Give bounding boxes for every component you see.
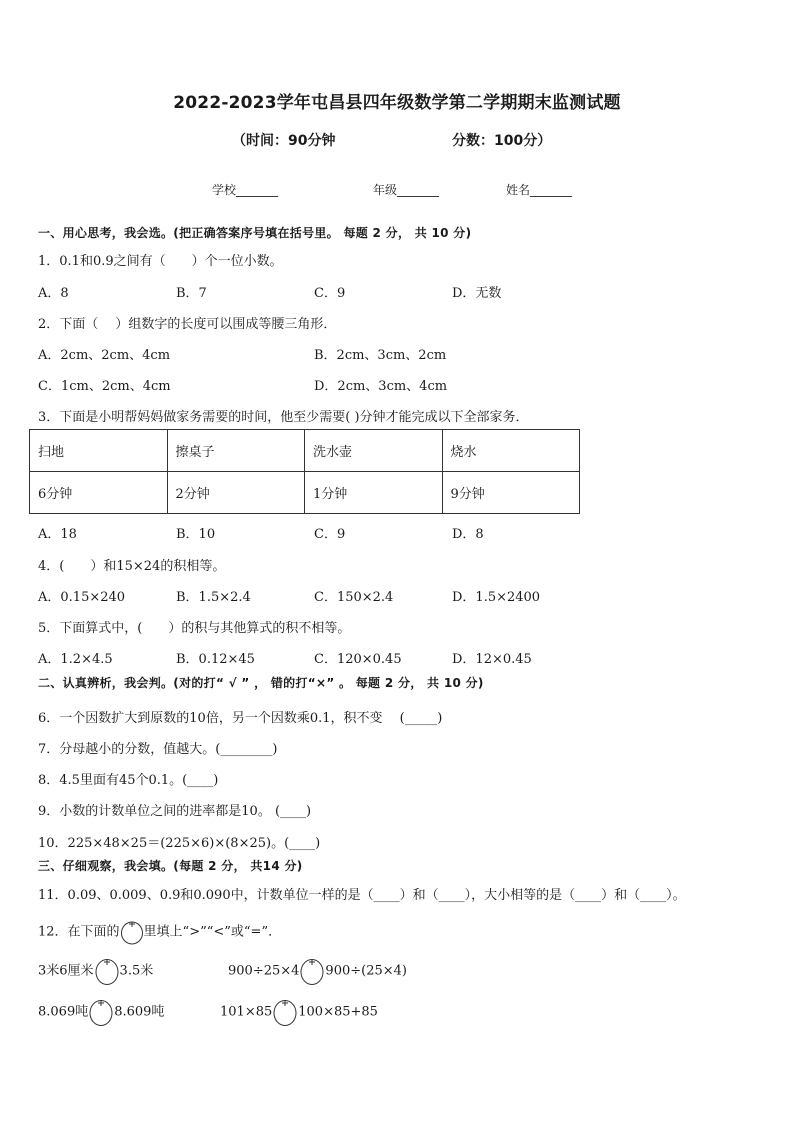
q3-option-b[interactable]: B．10: [176, 527, 216, 542]
question-7[interactable]: 7．分母越小的分数，值越大。(________): [38, 742, 278, 757]
question-12: [38, 919, 281, 945]
q2-option-c[interactable]: C．1cm、2cm、4cm: [38, 379, 171, 394]
q2-option-a[interactable]: A．2cm、2cm、4cm: [38, 348, 171, 363]
answer-circle-icon[interactable]: [88, 997, 114, 1027]
q4-option-a[interactable]: A．0.15×240: [38, 590, 126, 605]
q5-option-d[interactable]: D．12×0.45: [452, 652, 532, 667]
q5-option-c[interactable]: C．120×0.45: [314, 652, 402, 667]
q1-option-a[interactable]: A．8: [38, 286, 69, 301]
q1-option-d[interactable]: D．无数: [452, 286, 502, 301]
table-row: [30, 472, 580, 514]
answer-circle-icon[interactable]: [94, 956, 120, 986]
compare-row-1-left: [38, 956, 153, 986]
table-header-cell: 扫地: [30, 430, 168, 472]
compare-expression: 100×85+85: [298, 1004, 378, 1020]
table-header-cell: 烧水: [442, 430, 580, 472]
q2-option-d[interactable]: D．2cm、3cm、4cm: [314, 379, 448, 394]
q5-option-b[interactable]: B．0.12×45: [176, 652, 255, 667]
exam-score: 分数：100分）: [452, 133, 552, 149]
question-2: 2．下面（ ）组数字的长度可以围成等腰三角形．: [38, 317, 337, 332]
compare-row-1-right: [228, 956, 407, 986]
compare-row-2-left: [38, 997, 164, 1027]
page-title: 2022-2023学年屯昌县四年级数学第二学期期末监测试题: [173, 93, 621, 113]
q4-option-c[interactable]: C．150×2.4: [314, 590, 394, 605]
name-field[interactable]: 姓名_______: [506, 183, 573, 197]
question-9[interactable]: 9．小数的计数单位之间的进率都是10。 (____): [38, 804, 312, 819]
table-cell: 9分钟: [442, 472, 580, 514]
section-2-heading: 二、认真辨析，我会判。(对的打“ √ ” ， 错的打“×” 。 每题 2 分， 共 10 分): [38, 676, 484, 690]
question-4: 4．( ）和15×24的积相等。: [38, 559, 226, 574]
table-cell: 2分钟: [167, 472, 305, 514]
q3-option-d[interactable]: D．8: [452, 527, 484, 542]
section-3-heading: 三、仔细观察，我会填。(每题 2 分， 共14 分): [38, 859, 303, 873]
compare-expression: 900÷25×4: [228, 963, 300, 979]
school-field[interactable]: 学校_______: [212, 183, 279, 197]
q4-option-b[interactable]: B．1.5×2.4: [176, 590, 251, 605]
q2-option-b[interactable]: B．2cm、3cm、2cm: [314, 348, 447, 363]
table-cell: 1分钟: [305, 472, 443, 514]
question-8[interactable]: 8．4.5里面有45个0.1。(____): [38, 773, 219, 788]
compare-expression: 101×85: [220, 1004, 273, 1020]
table-header-cell: 擦桌子: [167, 430, 305, 472]
answer-circle-icon[interactable]: [299, 956, 325, 986]
compare-expression: 900÷(25×4): [325, 963, 407, 979]
compare-expression: 3.5米: [119, 963, 154, 979]
q4-option-d[interactable]: D．1.5×2400: [452, 590, 541, 605]
section-1-heading: 一、用心思考，我会选。(把正确答案序号填在括号里。 每题 2 分， 共 10 分): [38, 226, 472, 240]
compare-expression: 8.609吨: [114, 1004, 165, 1020]
table-header-cell: 洗水壶: [305, 430, 443, 472]
question-12-text-after: 里填上“>”“<”或“=”．: [143, 924, 282, 940]
question-12-text-before: 12．在下面的: [38, 924, 120, 940]
grade-field[interactable]: 年级_______: [373, 183, 440, 197]
table-cell: 6分钟: [30, 472, 168, 514]
question-3: 3．下面是小明帮妈妈做家务需要的时间，他至少需要( )分钟才能完成以下全部家务．: [38, 410, 529, 425]
chores-table: [29, 429, 580, 514]
table-row: [30, 430, 580, 472]
exam-time: （时间：90分钟: [232, 133, 336, 149]
answer-circle-icon: [120, 919, 144, 945]
q3-option-a[interactable]: A．18: [38, 527, 77, 542]
question-11[interactable]: 11．0.09、0.009、0.9和0.090中，计数单位一样的是（____）和（____），大小相等的是（____）和（____）。: [38, 888, 686, 903]
q5-option-a[interactable]: A．1.2×4.5: [38, 652, 113, 667]
q3-option-c[interactable]: C．9: [314, 527, 346, 542]
question-1: 1．0.1和0.9之间有（ ）个一位小数。: [38, 254, 283, 269]
compare-row-2-right: [220, 997, 378, 1027]
compare-expression: 3米6厘米: [38, 963, 94, 979]
q1-option-c[interactable]: C．9: [314, 286, 346, 301]
answer-circle-icon[interactable]: [272, 997, 298, 1027]
compare-expression: 8.069吨: [38, 1004, 89, 1020]
question-6[interactable]: 6．一个因数扩大到原数的10倍，另一个因数乘0.1，积不变 (_____): [38, 711, 443, 726]
question-5: 5．下面算式中，( ）的积与其他算式的积不相等。: [38, 621, 351, 636]
question-10[interactable]: 10．225×48×25＝(225×6)×(8×25)。(____): [38, 836, 321, 851]
q1-option-b[interactable]: B．7: [176, 286, 207, 301]
